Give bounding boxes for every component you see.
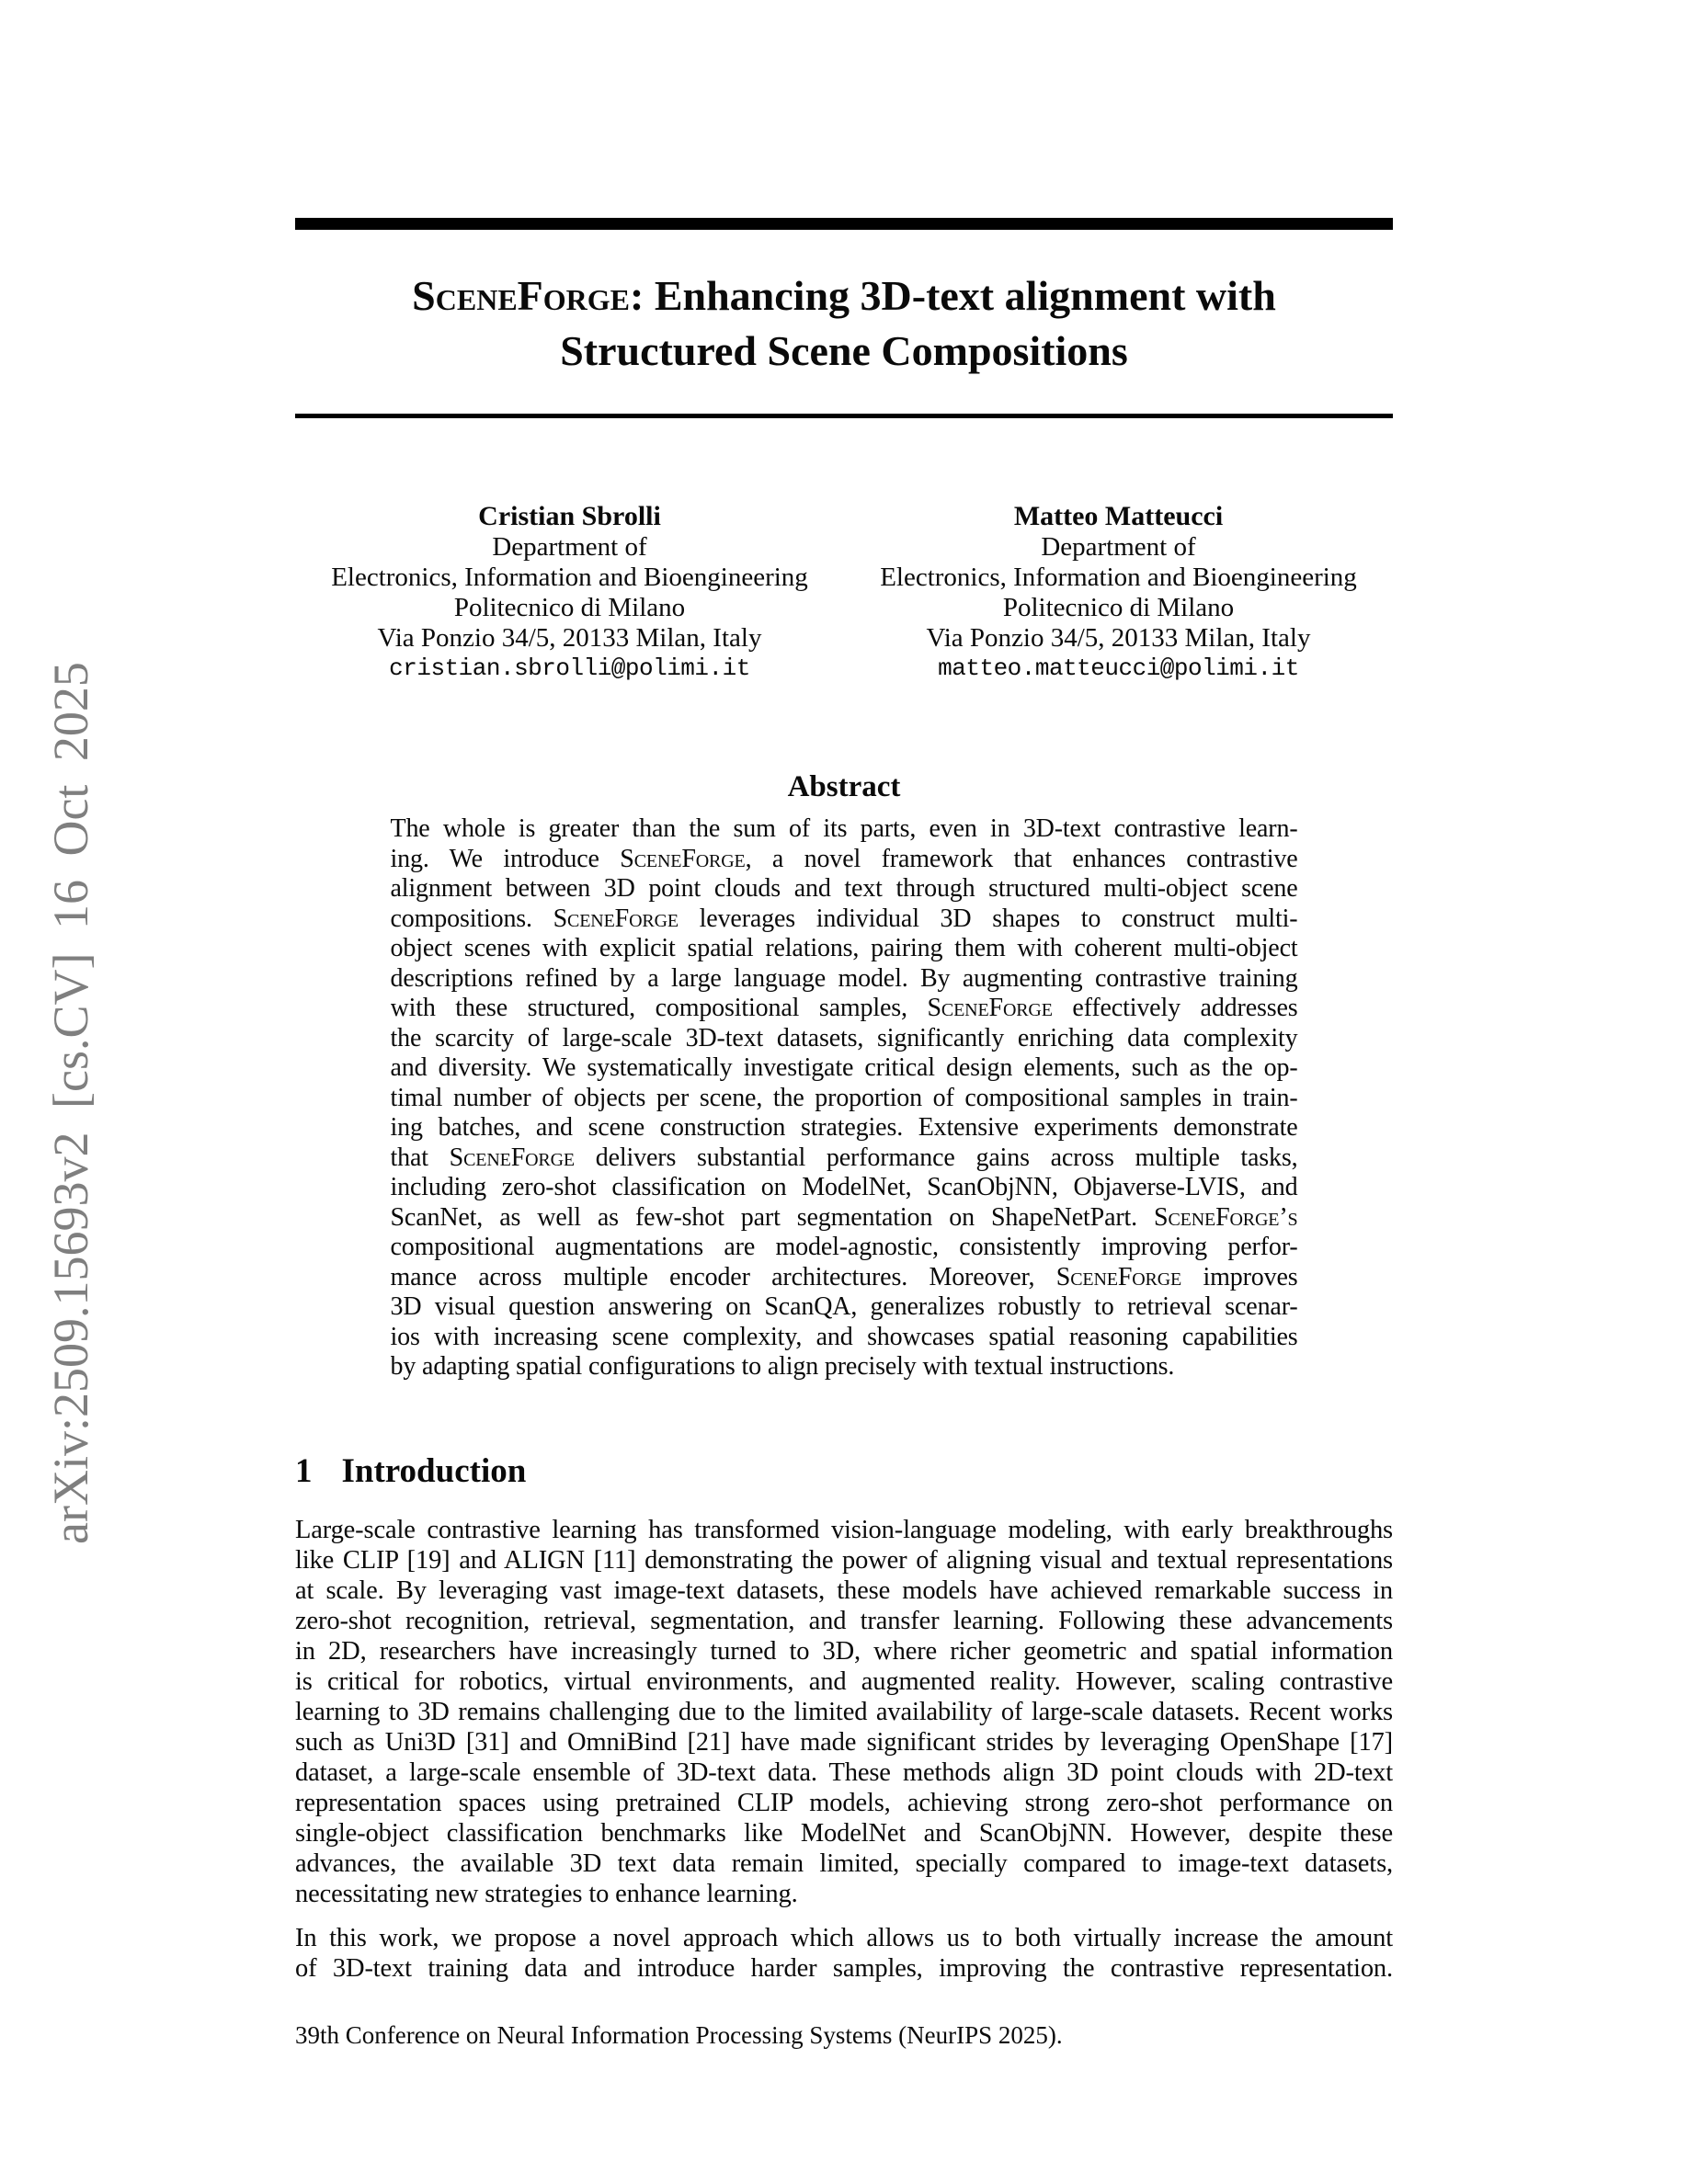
section-title: Introduction	[341, 1451, 527, 1490]
abstract-line: alignment between 3D point clouds and text through structured multi-object scene	[390, 874, 1298, 903]
footer-note: 39th Conference on Neural Information Processing Systems (NeurIPS 2025).	[295, 2020, 1063, 2049]
body-text-line: representation spaces using pretrained CLIP models, achieving strong zero-shot performance on	[295, 1788, 1393, 1817]
abstract-line: by adapting spatial configurations to align precisely with textual instructions.	[390, 1352, 1175, 1381]
author-address: Via Ponzio 34/5, 20133 Milan, Italy	[377, 623, 762, 653]
intro-paragraph-1	[295, 1515, 1393, 1909]
author-dept-line: Department of	[492, 532, 647, 562]
author-dept-line: Electronics, Information and Bioengineering	[880, 563, 1357, 592]
abstract-line: and diversity. We systematically investigate critical design elements, such as the op-	[390, 1053, 1298, 1082]
paper-title	[295, 268, 1393, 379]
abstract-line: that SceneForge delivers substantial performance gains across multiple tasks,	[390, 1143, 1298, 1172]
abstract-line: object scenes with explicit spatial relations, pairing them with coherent multi-object	[390, 934, 1298, 962]
author-dept-line: Department of	[1041, 532, 1196, 562]
paper-title-line-1: SceneForge: Enhancing 3D-text alignment with	[412, 272, 1276, 319]
abstract-line: timal number of objects per scene, the proportion of compositional samples in train-	[390, 1083, 1298, 1112]
abstract-line: mance across multiple encoder architectures. Moreover, SceneForge improves	[390, 1262, 1298, 1291]
body-text-line: at scale. By leveraging vast image-text datasets, these models have achieved remarkable success in	[295, 1575, 1393, 1605]
abstract-line: ios with increasing scene complexity, and showcases spatial reasoning capabilities	[390, 1322, 1298, 1351]
intro-paragraph-2	[295, 1923, 1393, 1984]
body-text-line: dataset, a large-scale ensemble of 3D-text data. These methods align 3D point clouds with 2D-text	[295, 1757, 1393, 1787]
abstract-line: ScanNet, as well as few-shot part segmentation on ShapeNetPart. SceneForge’s	[390, 1202, 1298, 1232]
abstract-line: with these structured, compositional samples, SceneForge effectively addresses	[390, 994, 1298, 1022]
author-block-1	[295, 501, 844, 684]
abstract-line: including zero-shot classification on ModelNet, ScanObjNN, Objaverse-LVIS, and	[390, 1173, 1298, 1201]
abstract-line: the scarcity of large-scale 3D-text datasets, significantly enriching data complexity	[390, 1023, 1298, 1052]
body-text-line: learning to 3D remains challenging due to the limited availability of large-scale datasets. Recent works	[295, 1697, 1393, 1726]
body-text-line: is critical for robotics, virtual environments, and augmented reality. However, scaling contrastive	[295, 1666, 1393, 1696]
author-email: matteo.matteucci@polimi.it	[938, 654, 1299, 682]
abstract-line: descriptions refined by a large language model. By augmenting contrastive training	[390, 963, 1298, 993]
body-text-line: necessitating new strategies to enhance learning.	[295, 1879, 798, 1908]
abstract-line: The whole is greater than the sum of its parts, even in 3D-text contrastive learn-	[390, 814, 1298, 843]
body-text-line: advances, the available 3D text data remain limited, specially compared to image-text datasets,	[295, 1848, 1393, 1878]
abstract-line: compositions. SceneForge leverages individual 3D shapes to construct multi-	[390, 904, 1298, 933]
author-institution: Politecnico di Milano	[1002, 593, 1235, 622]
title-rule-bottom	[295, 414, 1393, 418]
abstract-line: ing. We introduce SceneForge, a novel framework that enhances contrastive	[390, 844, 1298, 873]
body-text-line: single-object classification benchmarks like ModelNet and ScanObjNN. However, despite these	[295, 1818, 1393, 1848]
abstract-text	[391, 814, 1298, 1382]
author-address: Via Ponzio 34/5, 20133 Milan, Italy	[926, 623, 1311, 653]
body-text-line: zero-shot recognition, retrieval, segmentation, and transfer learning. Following these advancements	[295, 1606, 1393, 1635]
author-dept-line: Electronics, Information and Bioengineering	[331, 563, 808, 592]
author-block-row	[295, 501, 1393, 684]
body-text-line: such as Uni3D [31] and OmniBind [21] have made significant strides by leveraging OpenShape [17]	[295, 1727, 1393, 1757]
body-text-line: in 2D, researchers have increasingly turned to 3D, where richer geometric and spatial information	[295, 1636, 1393, 1666]
body-text-line: In this work, we propose a novel approach which allows us to both virtually increase the amount	[295, 1923, 1393, 1952]
arxiv-watermark: arXiv:2509.15693v2 [cs.CV] 16 Oct 2025	[43, 662, 98, 1544]
author-block-2	[844, 501, 1393, 684]
section-heading-introduction	[295, 1450, 1393, 1493]
body-text-line: of 3D-text training data and introduce harder samples, improving the contrastive representation.	[295, 1953, 1393, 1983]
abstract-line: compositional augmentations are model-agnostic, consistently improving perfor-	[390, 1233, 1298, 1261]
paper-title-line-2: Structured Scene Compositions	[560, 327, 1128, 374]
author-name: Matteo Matteucci	[1013, 501, 1224, 531]
author-institution: Politecnico di Milano	[453, 593, 686, 622]
body-text-line: like CLIP [19] and ALIGN [11] demonstrating the power of aligning visual and textual representations	[295, 1545, 1393, 1575]
title-rule-top	[295, 218, 1393, 230]
abstract-line: 3D visual question answering on ScanQA, generalizes robustly to retrieval scenar-	[390, 1292, 1298, 1321]
body-text-line: Large-scale contrastive learning has transformed vision-language modeling, with early breakthroughs	[295, 1515, 1393, 1544]
paper-content-column	[295, 0, 1393, 2050]
abstract-line: ing batches, and scene construction strategies. Extensive experiments demonstrate	[390, 1113, 1298, 1142]
author-name: Cristian Sbrolli	[478, 501, 661, 531]
author-email: cristian.sbrolli@polimi.it	[389, 654, 750, 682]
section-number: 1	[295, 1451, 313, 1490]
abstract-heading: Abstract	[787, 770, 901, 803]
